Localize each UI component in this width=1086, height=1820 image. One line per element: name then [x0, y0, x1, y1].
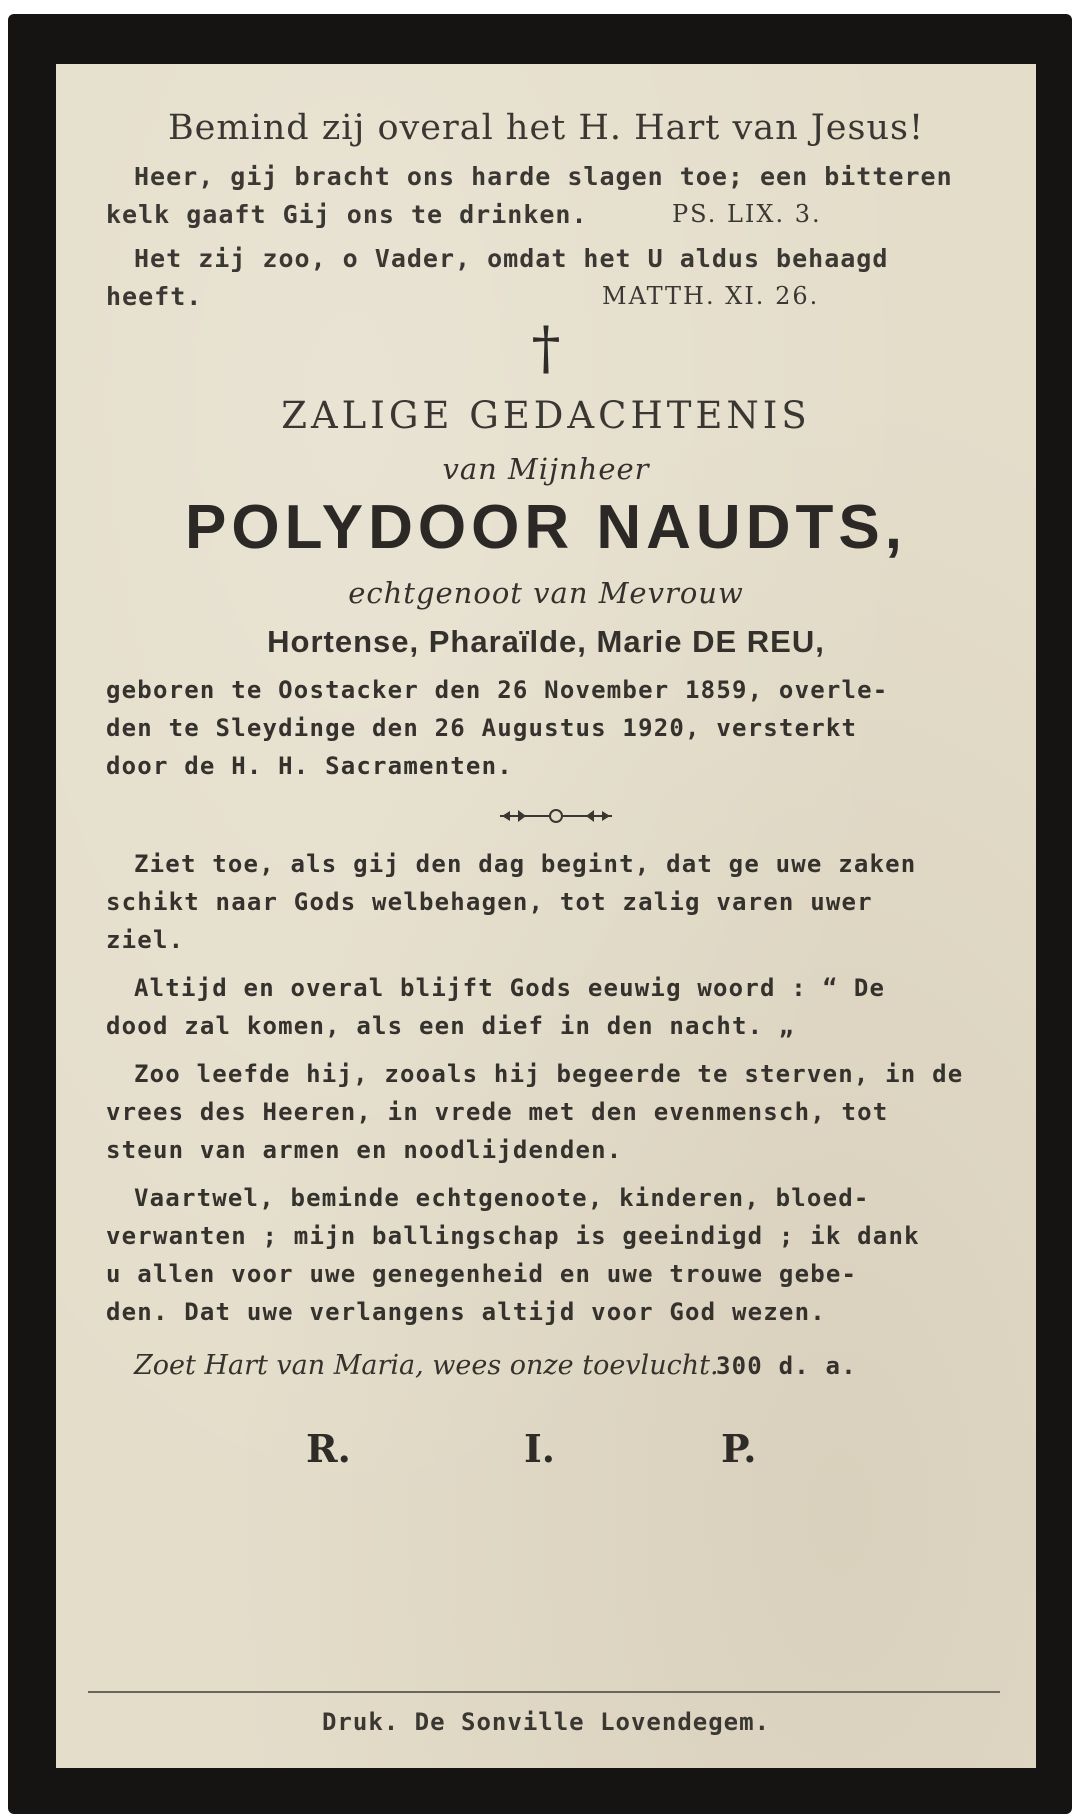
rip-r: R. [306, 1426, 351, 1471]
verse-2-line-2: heeft. [106, 282, 203, 311]
memorial-title: ZALIGE GEDACHTENIS [281, 394, 811, 437]
para-2-line-2: dood zal komen, als een dief in den nacht. „ [106, 1012, 795, 1040]
para-4-line-1: Vaartwel, beminde echtgenoote, kinderen, bloed- [134, 1184, 870, 1212]
ornament-divider-icon [496, 804, 616, 828]
indulgence: 300 d. a. [716, 1352, 857, 1380]
mourning-card [8, 14, 1072, 1814]
para-1-line-2: schikt naar Gods welbehagen, tot zalig varen uwer [106, 888, 873, 916]
life-line-2: den te Sleydinge den 26 Augustus 1920, versterkt [106, 714, 858, 742]
para-3-line-2: vrees des Heeren, in vrede met den evenmensch, tot [106, 1098, 889, 1126]
deceased-name: POLYDOOR NAUDTS, [185, 493, 907, 562]
footer-divider [88, 1691, 1000, 1693]
verse-1-line-1: Heer, gij bracht ons harde slagen toe; een bitteren [134, 162, 953, 191]
memorial-of: van Mijnheer [442, 452, 650, 486]
life-line-3: door de H. H. Sacramenten. [106, 752, 513, 780]
para-4-line-3: u allen voor uwe genegenheid en uwe trouwe gebe- [106, 1260, 858, 1288]
para-1-line-3: ziel. [106, 926, 185, 954]
invocation-heading: Bemind zij overal het H. Hart van Jesus! [167, 108, 925, 148]
rip-p: P. [721, 1426, 757, 1471]
spouse-name: Hortense, Pharaïlde, Marie DE REU, [267, 624, 825, 659]
spouse-intro: echtgenoot van Mevrouw [348, 576, 744, 610]
para-3-line-1: Zoo leefde hij, zooals hij begeerde te sterven, in de [134, 1060, 964, 1088]
verse-1-line-2: kelk gaaft Gij ons te drinken. [106, 200, 588, 229]
para-4-line-2: verwanten ; mijn ballingschap is geeindigd ; ik dank [106, 1222, 920, 1250]
rip-i: I. [524, 1426, 556, 1471]
para-1-line-1: Ziet toe, als gij den dag begint, dat ge uwe zaken [134, 850, 917, 878]
card-paper [56, 64, 1036, 1768]
closing-prayer: Zoet Hart van Maria, wees onze toevlucht. [134, 1350, 719, 1381]
verse-2-reference: MATTH. XI. 26. [602, 282, 820, 310]
verse-1-reference: PS. LIX. 3. [672, 200, 822, 228]
cross-icon: † [531, 314, 561, 382]
printer-credit: Druk. De Sonville Lovendegem. [321, 1708, 771, 1736]
para-2-line-1: Altijd en overal blijft Gods eeuwig woord : “ De [134, 974, 886, 1002]
verse-2-line-1: Het zij zoo, o Vader, omdat het U aldus behaagd [134, 244, 889, 273]
para-4-line-4: den. Dat uwe verlangens altijd voor God wezen. [106, 1298, 826, 1326]
life-line-1: geboren te Oostacker den 26 November 1859, overle- [106, 676, 889, 704]
para-3-line-3: steun van armen en noodlijdenden. [106, 1136, 623, 1164]
